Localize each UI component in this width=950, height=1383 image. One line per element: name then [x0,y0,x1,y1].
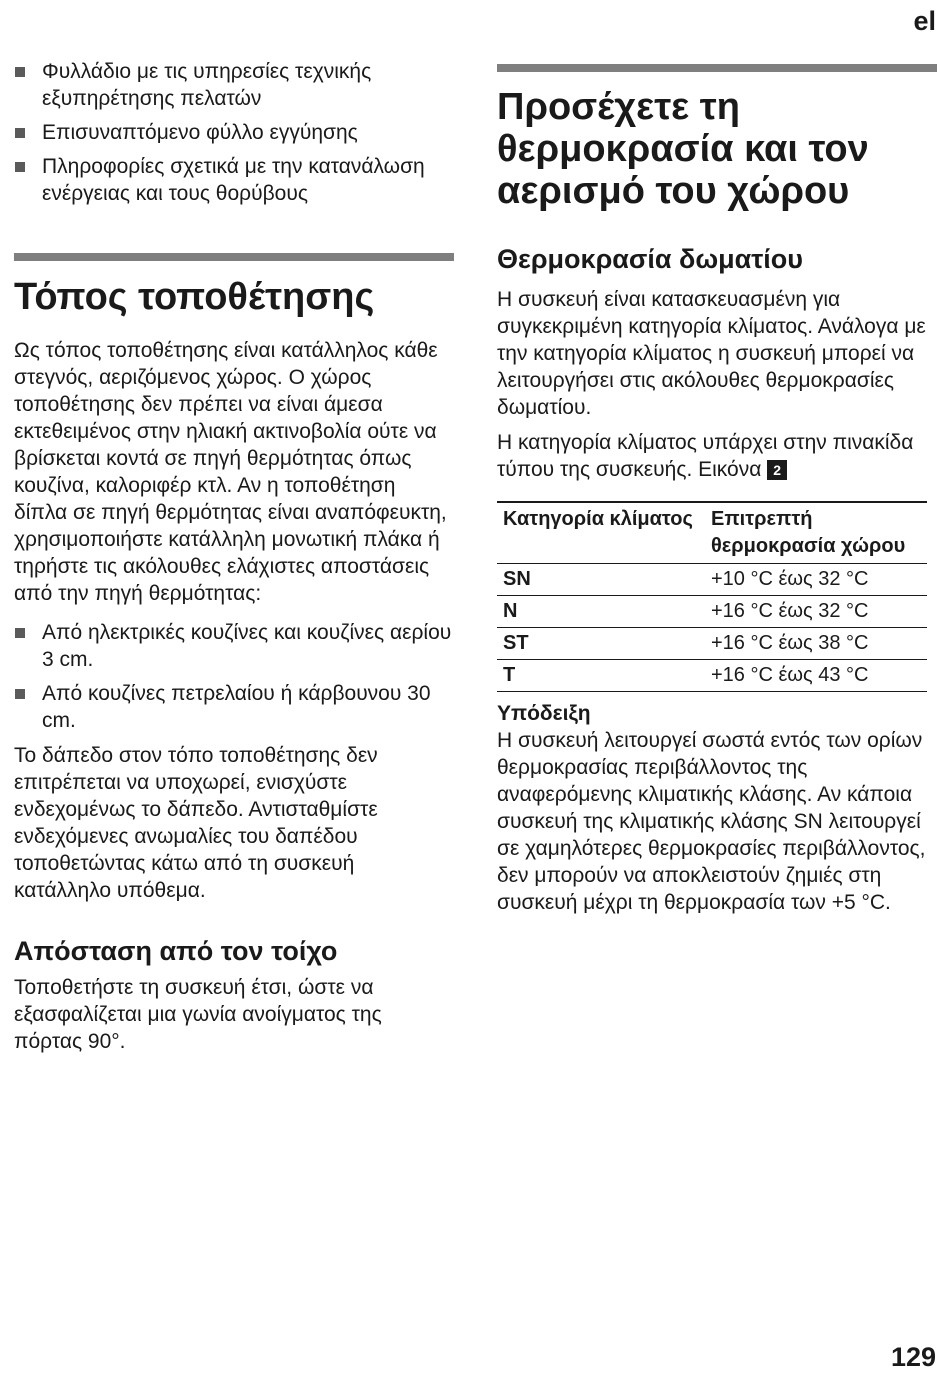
square-bullet-icon [15,689,25,699]
distance-list [14,619,454,734]
table-row [497,564,927,596]
temperature-range-cell: +16 °C έως 32 °C [711,600,869,622]
right-column [497,64,937,924]
section-divider [14,253,454,261]
temperature-range-cell: +16 °C έως 38 °C [711,632,869,654]
list-item: Επισυναπτόμενο φύλλο εγγύησης [14,119,454,146]
square-bullet-icon [15,162,25,172]
table-header-room-temperature: Επιτρεπτή θερμοκρασία χώρου [711,508,906,557]
list-item: Από ηλεκτρικές κουζίνες και κουζίνες αερίου 3 cm. [14,619,454,673]
wall-distance-paragraph: Τοποθετήστε τη συσκευή έτσι, ώστε να εξασφαλίζεται μια γωνία ανοίγματος της πόρτας 90°. [14,976,382,1053]
square-bullet-icon [15,67,25,77]
temperature-range-cell: +10 °C έως 32 °C [711,568,869,590]
note-text: Η συσκευή λειτουργεί σωστά εντός των ορίων θερμοκρασίας περιβάλλοντος της αναφερόμενης κλιματικής κλάσης. Αν κάποια συσκευή της κλιματικής κλάσης SN λειτουργεί σε χαμηλότερες θερμοκρασίες περιβάλλοντος, δεν μπορούν να αποκλειστούν ζημιές στη συσκευή μέχρι τη θερμοκρασία των +5 °C. [497,729,926,914]
section-title-wall-distance: Απόσταση από τον τοίχο [14,936,338,966]
climate-class-cell: SN [503,568,531,590]
section-title-temperature-ventilation: Προσέχετε τη θερμοκρασία και τον αερισμό του χώρου [497,86,869,212]
list-item: Από κουζίνες πετρελαίου ή κάρβουνου 30 cm. [14,680,454,734]
list-item: Φυλλάδιο με τις υπηρεσίες τεχνικής εξυπηρέτησης πελατών [14,58,454,112]
section-divider [497,64,937,72]
page-number: 129 [890,1342,936,1372]
temperature-range-cell: +16 °C έως 43 °C [711,664,869,686]
table-header-climate-class: Κατηγορία κλίματος [503,508,693,530]
table-row [497,628,927,660]
list-item: Πληροφορίες σχετικά με την κατανάλωση ενέργειας και τους θορύβους [14,153,454,207]
table-row [497,660,927,692]
climate-class-table [497,501,927,692]
section-title-installation-location: Τόπος τοποθέτησης [14,276,375,318]
intro-list [14,58,454,207]
climate-class-cell: ST [503,632,529,654]
installation-paragraph: Ως τόπος τοποθέτησης είναι κατάλληλος κάθε στεγνός, αεριζόμενος χώρος. Ο χώρος τοποθέτησης δεν πρέπει να είναι άμεσα εκτεθειμένος στην ηλιακή ακτινοβολία ούτε να βρίσκεται κοντά σε πηγή θερμότητας όπως κουζίνα, καλοριφέρ κτλ. Αν η τοποθέτηση δίπλα σε πηγή θερμότητας είναι αναπόφευκτη, χρησιμοποιήστε κατάλληλη μονωτική πλάκα ή τηρήστε τις ακόλουθες ελάχιστες αποστάσεις από την πηγή θερμότητας: [14,339,447,605]
rating-plate-paragraph: Η κατηγορία κλίματος υπάρχει στην πινακίδα τύπου της συσκευής. Εικόνα 2 [497,431,914,481]
subsection-title-room-temperature: Θερμοκρασία δωματίου [497,244,804,274]
table-row [497,596,927,628]
climate-class-paragraph: Η συσκευή είναι κατασκευασμένη για συγκεκριμένη κατηγορία κλίματος. Ανάλογα με την κατηγορία κλίματος η συσκευή μπορεί να λειτουργήσει στις ακόλουθες θερμοκρασίες δωματίου. [497,288,926,419]
square-bullet-icon [15,628,25,638]
floor-paragraph: Το δάπεδο στον τόπο τοποθέτησης δεν επιτρέπεται να υποχωρεί, ενισχύστε ενδεχομένως το δάπεδο. Αντισταθμίστε ενδεχόμενες ανωμαλίες του δαπέδου τοποθετώντας κάτω από τη συσκευή κατάλληλο υπόθεμα. [14,744,378,902]
note-title: Υπόδειξη [497,702,591,725]
climate-class-cell: T [503,664,516,686]
square-bullet-icon [15,128,25,138]
figure-reference-icon: 2 [767,460,787,480]
left-column [14,58,454,1063]
climate-class-cell: N [503,600,518,622]
language-code: el [913,6,936,36]
table-header-row [497,502,927,564]
